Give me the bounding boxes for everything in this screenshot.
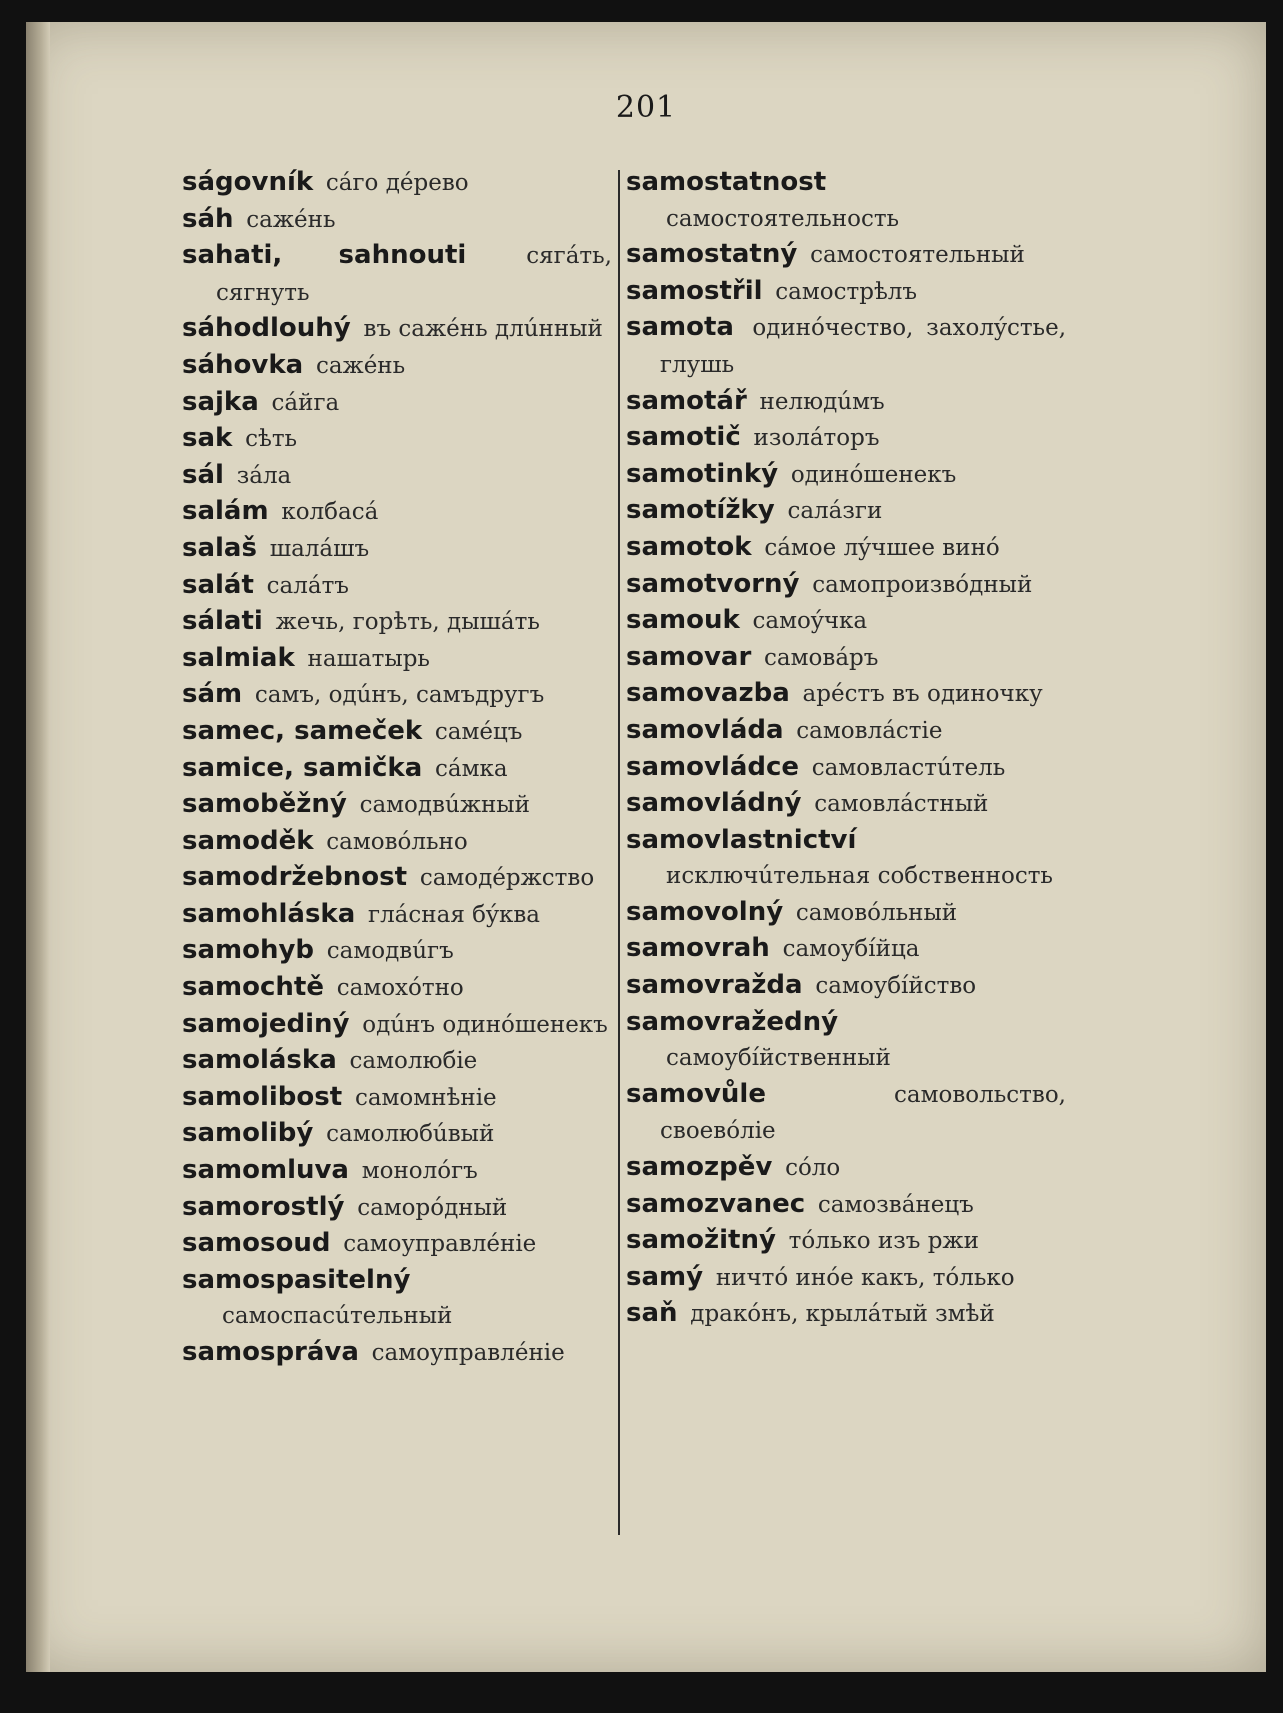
entry-translation: самоýчка: [752, 608, 868, 635]
entry-headword: samolibost: [182, 1081, 343, 1112]
dictionary-entry: [626, 236, 1066, 273]
dictionary-entry: [182, 347, 612, 384]
entry-translation: глáсная бýква: [368, 901, 541, 928]
entry-translation: самолюбúвый: [326, 1121, 495, 1148]
entry-translation: самовластúтель: [811, 754, 1006, 781]
entry-translation: одúнъ одинóшенекъ: [362, 1011, 608, 1038]
entry-headword: samoláska: [182, 1045, 337, 1076]
entry-translation: арéстъ въ одиночку: [802, 681, 1043, 708]
dictionary-entry: [182, 201, 612, 238]
dictionary-entry: [626, 712, 1066, 749]
dictionary-entry: [182, 750, 612, 787]
entry-translation: ничтó инóе какъ, тóлько: [715, 1264, 1015, 1291]
entry-translation: салáзги: [787, 498, 883, 525]
entry-headword: samostatný: [626, 239, 798, 270]
dictionary-entry: [182, 603, 612, 640]
entry-translation: самозвáнецъ: [817, 1191, 974, 1218]
dictionary-entry: [626, 639, 1066, 676]
entry-translation: самохóтно: [336, 975, 464, 1002]
entry-translation: самовлáстный: [814, 791, 989, 818]
entry-headword: samovláda: [626, 714, 784, 745]
entry-translation: самостоятельный: [810, 242, 1025, 269]
entry-translation: самодвúжный: [359, 792, 530, 819]
entry-headword: samoděk: [182, 825, 314, 856]
entry-translation: шалáшъ: [269, 535, 370, 562]
dictionary-entry: [626, 894, 1066, 931]
dictionary-entry: [626, 273, 1066, 310]
dictionary-entry: [182, 493, 612, 530]
entry-translation: самовлáстіе: [796, 717, 943, 744]
dictionary-entry: [182, 420, 612, 457]
entry-translation: саморóдный: [357, 1194, 508, 1221]
dictionary-entry: [626, 164, 1066, 236]
entry-headword: ságovník: [182, 167, 314, 197]
entry-headword: samotič: [626, 422, 741, 453]
entry-translation: нелюдúмъ: [759, 388, 885, 415]
entry-headword: samotvorný: [626, 568, 800, 599]
entry-headword: samouk: [626, 605, 740, 636]
dictionary-entry: [182, 567, 612, 604]
entry-translation: сáмое лýчшее винó: [764, 534, 1000, 561]
page-number: 201: [615, 90, 677, 125]
entry-headword: salát: [182, 569, 254, 600]
dictionary-entry: [626, 492, 1066, 529]
entry-translation: нашатырь: [307, 645, 430, 672]
entry-headword: salaš: [182, 532, 257, 563]
entry-headword: saň: [626, 1298, 678, 1329]
entry-headword: samotížky: [626, 495, 775, 526]
entry-headword: samovražedný: [626, 1006, 839, 1037]
entry-headword: samoběžný: [182, 789, 347, 820]
entry-translation: самовáръ: [764, 644, 879, 671]
dictionary-entry: [626, 675, 1066, 712]
entry-translation: исключúтельная собственность: [666, 863, 1053, 890]
entry-translation: одинóчество, захолýстье, глушь: [660, 315, 1066, 378]
dictionary-entry: [626, 456, 1066, 493]
dictionary-entry: [626, 529, 1066, 566]
entry-headword: samochtě: [182, 972, 324, 1003]
entry-headword: salmiak: [182, 642, 295, 673]
entry-translation: зáла: [236, 462, 292, 489]
entry-translation: самострѣлъ: [775, 278, 918, 305]
entry-headword: samozvanec: [626, 1188, 806, 1219]
entry-headword: samolibý: [182, 1118, 314, 1149]
entry-headword: sáhovka: [182, 349, 304, 380]
entry-headword: samosoud: [182, 1228, 331, 1259]
entry-headword: samodržebnost: [182, 862, 408, 893]
dictionary-entry: [182, 823, 612, 860]
dictionary-entry: [626, 1004, 1066, 1076]
entry-headword: samovazba: [626, 678, 790, 709]
entry-headword: samovládce: [626, 751, 800, 782]
entry-headword: samomluva: [182, 1155, 349, 1186]
entry-translation: салáтъ: [266, 572, 349, 599]
entry-translation: самомнѣніе: [354, 1084, 497, 1111]
dictionary-entry: [626, 749, 1066, 786]
entry-translation: сажéнь: [315, 352, 406, 379]
right-column: [626, 164, 1066, 1332]
entry-headword: sáhodlouhý: [182, 313, 351, 344]
entry-translation: самовóльно: [326, 828, 468, 855]
dictionary-entry: [182, 786, 612, 823]
entry-headword: samovar: [626, 641, 752, 672]
dictionary-entry: [182, 164, 612, 201]
dictionary-entry: [182, 1225, 612, 1262]
entry-headword: samovrah: [626, 933, 770, 964]
entry-headword: sáh: [182, 203, 234, 234]
dictionary-entry: [626, 309, 1066, 382]
entry-translation: сѣть: [245, 426, 298, 453]
dictionary-entry: [182, 969, 612, 1006]
dictionary-entry: [182, 896, 612, 933]
entry-translation: самъ, одúнъ, самъдругъ: [254, 682, 545, 709]
dictionary-entry: [626, 822, 1066, 894]
entry-headword: samý: [626, 1261, 704, 1292]
entry-translation: сáмка: [435, 755, 508, 782]
entry-headword: samohláska: [182, 898, 356, 929]
entry-headword: samotinký: [626, 458, 779, 489]
dictionary-entry: [182, 1262, 612, 1334]
dictionary-entry: [182, 713, 612, 750]
dictionary-entry: [626, 1149, 1066, 1186]
entry-headword: samota: [626, 312, 734, 343]
dictionary-entry: [626, 383, 1066, 420]
dictionary-entry: [182, 1042, 612, 1079]
entry-translation: сажéнь: [246, 206, 336, 233]
entry-translation: самоубíйца: [782, 936, 920, 963]
entry-headword: salám: [182, 496, 269, 527]
entry-translation: колбасá: [281, 499, 379, 526]
dictionary-entry: [626, 1259, 1066, 1296]
dictionary-entry: [626, 1295, 1066, 1332]
dictionary-entry: [626, 602, 1066, 639]
entry-translation: самоубíйство: [815, 973, 977, 1000]
dictionary-entry: [182, 859, 612, 896]
dictionary-entry: [626, 566, 1066, 603]
dictionary-entry: [182, 932, 612, 969]
dictionary-entry: [182, 1152, 612, 1189]
dictionary-entry: [182, 237, 612, 310]
entry-translation: одинóшенекъ: [790, 461, 957, 488]
entry-headword: samice, samička: [182, 752, 423, 783]
entry-headword: samotok: [626, 531, 752, 562]
dictionary-entry: [182, 1079, 612, 1116]
dictionary-entry: [626, 930, 1066, 967]
entry-translation: дракóнъ, крылáтый змѣй: [690, 1301, 995, 1328]
entry-translation: самолюбіе: [349, 1048, 478, 1075]
dictionary-entry: [182, 640, 612, 677]
entry-translation: самовóльный: [795, 899, 958, 926]
entry-translation: сягáть, сягнуть: [216, 243, 612, 306]
dictionary-entry: [182, 530, 612, 567]
entry-headword: samec, sameček: [182, 715, 423, 746]
entry-headword: sak: [182, 423, 233, 454]
entry-headword: samožitný: [626, 1225, 776, 1256]
entry-translation: сóло: [785, 1155, 841, 1182]
dictionary-entry: [182, 1189, 612, 1226]
entry-translation: самодéржство: [419, 865, 595, 892]
dictionary-entry: [182, 1115, 612, 1152]
dictionary-entry: [626, 1186, 1066, 1223]
entry-headword: samostřil: [626, 275, 763, 306]
entry-headword: samozpěv: [626, 1152, 773, 1183]
dictionary-entry: [626, 785, 1066, 822]
entry-headword: sajka: [182, 386, 259, 417]
entry-headword: sám: [182, 679, 243, 710]
entry-headword: samotář: [626, 385, 747, 416]
entry-translation: самодвúгъ: [326, 938, 454, 965]
entry-headword: samorostlý: [182, 1191, 345, 1222]
dictionary-entry: [182, 1006, 612, 1043]
entry-headword: sahati, sahnouti: [182, 240, 467, 271]
page-binding-shadow: [26, 22, 50, 1672]
entry-translation: монолóгъ: [361, 1158, 478, 1185]
entry-translation: самостоятельность: [666, 205, 900, 232]
entry-translation: въ сажéнь длúнный: [363, 316, 603, 343]
entry-headword: samospráva: [182, 1337, 359, 1367]
entry-headword: samohyb: [182, 935, 315, 966]
dictionary-entry: [182, 457, 612, 494]
entry-translation: самовольство, своевóліе: [660, 1081, 1066, 1145]
entry-headword: samospasitelný: [182, 1264, 411, 1295]
dictionary-entry: [182, 676, 612, 713]
entry-headword: sál: [182, 459, 224, 490]
entry-headword: sálati: [182, 606, 263, 637]
entry-translation: самоуправлéніе: [371, 1340, 565, 1366]
entry-headword: samovražda: [626, 970, 803, 1001]
entry-headword: samovlastnictví: [626, 824, 857, 855]
entry-translation: самоубíйственный: [666, 1045, 891, 1072]
dictionary-entry: [182, 1334, 612, 1371]
column-divider: [618, 170, 620, 1535]
entry-translation: тóлько изъ ржи: [788, 1228, 979, 1255]
entry-headword: samojediný: [182, 1008, 350, 1039]
entry-translation: самоуправлéніе: [343, 1231, 537, 1258]
entry-translation: сáйга: [271, 389, 340, 416]
entry-translation: самéцъ: [434, 718, 523, 745]
entry-translation: самопроизвóдный: [812, 571, 1033, 598]
dictionary-entry: [182, 310, 612, 347]
left-column: [182, 164, 612, 1371]
entry-translation: изолáторъ: [753, 425, 880, 452]
entry-headword: samovládný: [626, 788, 802, 819]
dictionary-entry: [626, 1222, 1066, 1259]
entry-translation: cáго дéрево: [325, 170, 469, 196]
dictionary-entry: [626, 419, 1066, 456]
entry-translation: жечь, горѣть, дышáть: [275, 609, 540, 636]
dictionary-entry: [182, 384, 612, 421]
entry-translation: самоспасúтельный: [222, 1303, 453, 1330]
entry-headword: samostatnost: [626, 167, 827, 197]
dictionary-entry: [626, 1076, 1066, 1149]
dictionary-page: [26, 22, 1266, 1672]
entry-headword: samovůle: [626, 1078, 766, 1109]
dictionary-entry: [626, 967, 1066, 1004]
entry-headword: samovolný: [626, 896, 784, 927]
